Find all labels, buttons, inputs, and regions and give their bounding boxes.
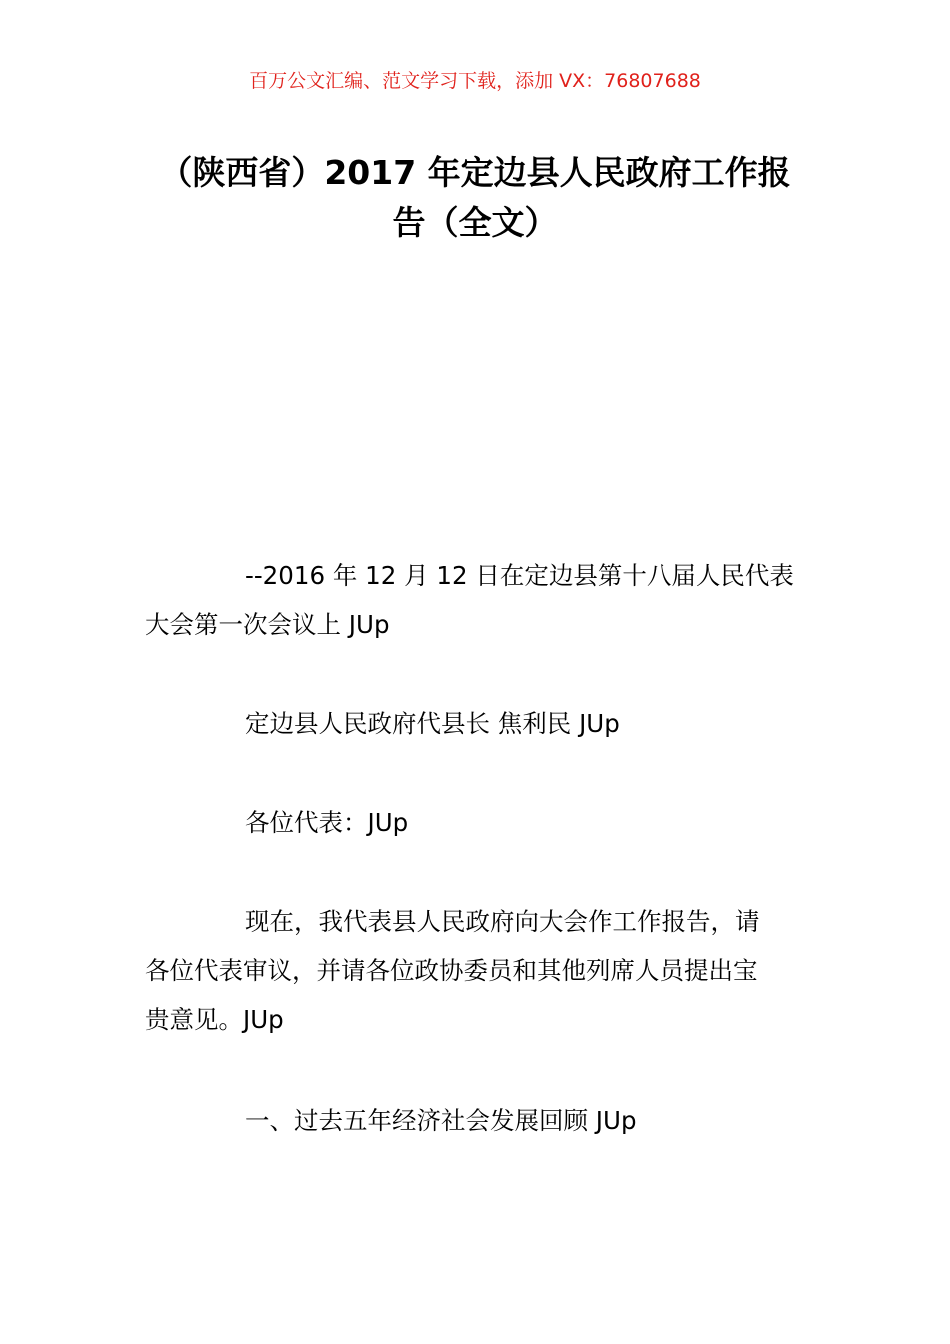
meeting-note bbox=[145, 551, 810, 649]
title-line-1: （陕西省）2017 年定边县人民政府工作报 bbox=[159, 153, 791, 192]
salutation bbox=[145, 798, 810, 847]
header-note: 百万公文汇编、范文学习下载，添加 VX：76807688 bbox=[249, 70, 701, 92]
section-heading-1-text: 一、过去五年经济社会发展回顾 JUp bbox=[245, 1106, 637, 1135]
speaker-text: 定边县人民政府代县长 焦利民 JUp bbox=[245, 709, 620, 738]
speaker-line bbox=[145, 699, 810, 748]
intro-line-3: 贵意见。JUp bbox=[145, 1005, 284, 1034]
document-title bbox=[145, 148, 805, 248]
intro-paragraph bbox=[145, 897, 810, 1044]
meeting-note-line-2: 大会第一次会议上 JUp bbox=[145, 610, 390, 639]
intro-line-2: 各位代表审议，并请各位政协委员和其他列席人员提出宝 bbox=[145, 956, 758, 985]
intro-line-1: 现在，我代表县人民政府向大会作工作报告，请 bbox=[245, 907, 760, 936]
meeting-note-line-1: --2016 年 12 月 12 日在定边县第十八届人民代表 bbox=[245, 561, 794, 590]
section-heading-1 bbox=[145, 1096, 810, 1145]
salutation-text: 各位代表：JUp bbox=[245, 808, 409, 837]
title-line-2: 告（全文） bbox=[392, 203, 558, 242]
